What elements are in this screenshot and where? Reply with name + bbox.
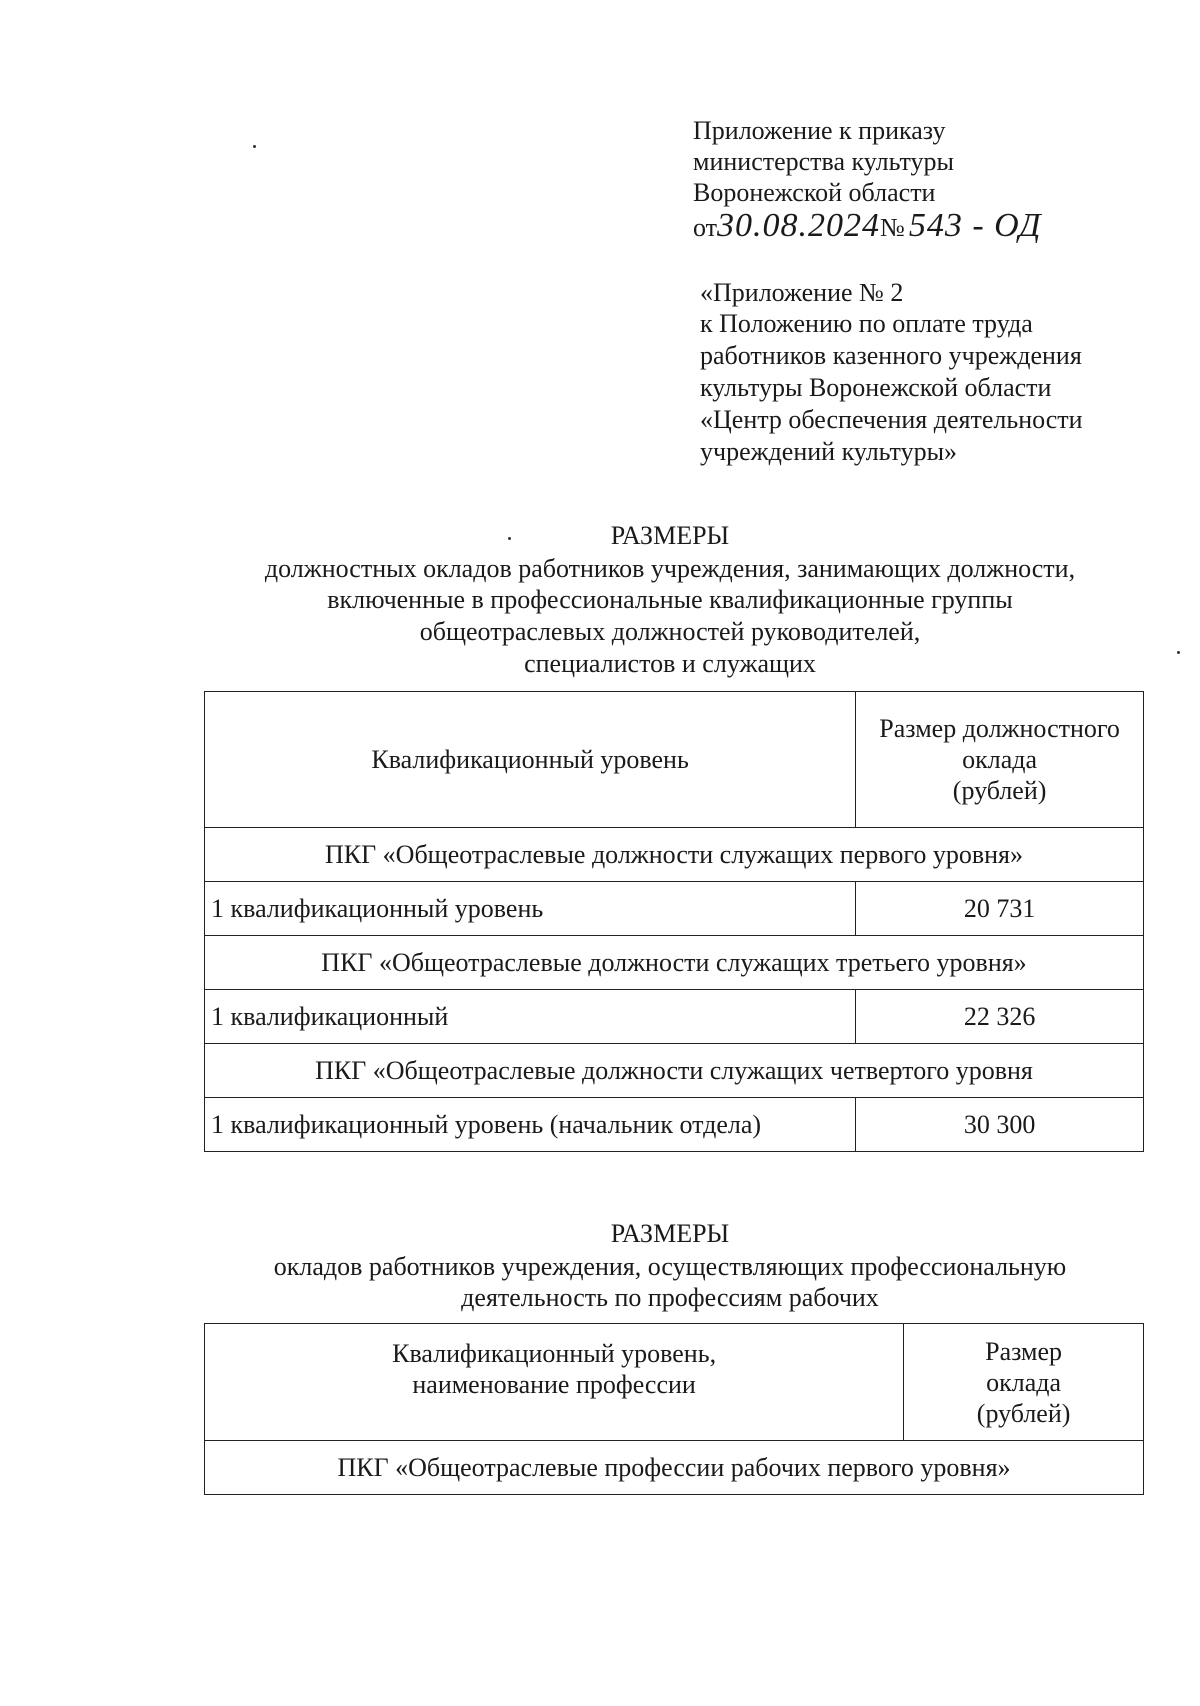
salary-table-1 (204, 691, 1144, 1152)
table-header (205, 1324, 1144, 1441)
row-2-level: 1 квалификационный (205, 990, 856, 1044)
section1-subtitle-2: включенные в профессиональные квалификационные группы (327, 585, 1013, 614)
header-salary-line-1: Размер (985, 1336, 1063, 1366)
annex-line-1: «Приложение № 2 (700, 278, 904, 307)
approval-line-3: Воронежской области (693, 178, 936, 207)
section1-subtitle-4: специалистов и служащих (524, 649, 816, 678)
salary-table-2 (204, 1323, 1144, 1495)
header-level: Квалификационный уровень (205, 692, 856, 828)
group-3: ПКГ «Общеотраслевые должности служащих четвертого уровня (205, 1044, 1144, 1098)
table-group-row (205, 828, 1144, 882)
table-header (205, 692, 1144, 828)
section1-title: РАЗМЕРЫ (610, 521, 730, 550)
row-1-value: 20 731 (856, 882, 1144, 936)
annex-line-6: учреждений культуры» (700, 437, 958, 466)
approval-date: 30.08.2024 (717, 207, 881, 244)
table-group-row (205, 936, 1144, 990)
annex-line-5: «Центр обеспечения деятельности (700, 405, 1083, 434)
annex-line-3: работников казенного учреждения (700, 341, 1082, 370)
section2-subtitle-1: окладов работников учреждения, осуществляющих профессиональную (273, 1252, 1067, 1281)
header-salary-line-2: оклада (986, 1367, 1062, 1397)
approval-number: 543 - ОД (908, 207, 1042, 244)
row-3-level: 1 квалификационный уровень (начальник отдела) (205, 1098, 856, 1152)
header-salary-line-2: оклада (962, 745, 1038, 774)
approval-number-sign: № (880, 213, 905, 242)
approval-line-1: Приложение к приказу (693, 116, 946, 145)
row-3-value: 30 300 (856, 1098, 1144, 1152)
table-group-row (205, 1044, 1144, 1098)
header-salary-line-3: (рублей) (976, 1398, 1071, 1428)
header-salary-line-1: Размер должностного (879, 714, 1120, 743)
header-level-line-2: наименование профессии (412, 1370, 696, 1399)
approval-line-2: министерства культуры (693, 147, 954, 176)
table-row (205, 882, 1144, 936)
approval-line-4 (693, 207, 1042, 244)
header-salary (904, 1324, 1144, 1441)
group-1: ПКГ «Общеотраслевые профессии рабочих первого уровня» (205, 1441, 1144, 1495)
section1-subtitle-1: должностных окладов работников учреждения, занимающих должности, (264, 554, 1076, 583)
header-level (205, 1324, 904, 1441)
approval-prefix: от (693, 213, 718, 242)
scan-speck (253, 145, 256, 148)
row-2-value: 22 326 (856, 990, 1144, 1044)
row-1-level: 1 квалификационный уровень (205, 882, 856, 936)
group-1: ПКГ «Общеотраслевые должности служащих первого уровня» (205, 828, 1144, 882)
annex-line-2: к Положению по оплате труда (700, 309, 1033, 338)
header-salary-line-3: (рублей) (952, 776, 1047, 805)
table-row (205, 990, 1144, 1044)
annex-line-4: культуры Воронежской области (700, 373, 1052, 402)
section1-subtitle-3: общеотраслевых должностей руководителей, (419, 617, 921, 646)
section2-subtitle-2: деятельность по профессиям рабочих (461, 1283, 879, 1312)
group-2: ПКГ «Общеотраслевые должности служащих третьего уровня» (205, 936, 1144, 990)
table-group-row (205, 1441, 1144, 1495)
header-level-line-1: Квалификационный уровень, (392, 1339, 717, 1368)
header-salary (856, 692, 1144, 828)
table-row (205, 1098, 1144, 1152)
section2-title: РАЗМЕРЫ (610, 1219, 730, 1248)
